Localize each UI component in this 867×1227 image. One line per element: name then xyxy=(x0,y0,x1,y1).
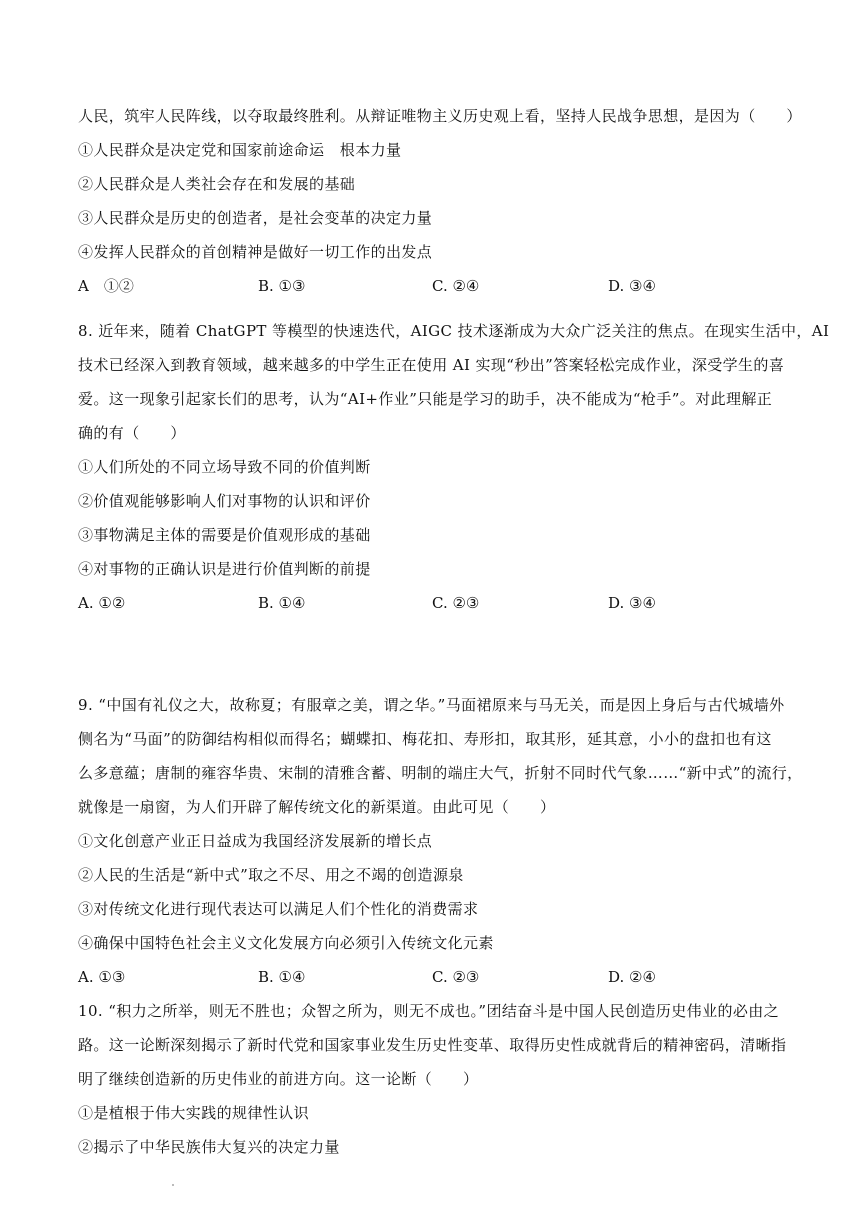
text-line: 么多意蕴；唐制的雍容华贵、宋制的清雅含蓄、明制的端庄大气，折射不同时代气象……“新中式”的流行， xyxy=(78,764,803,782)
answer-option: C. ②③ xyxy=(432,968,480,986)
answer-option: D. ③④ xyxy=(608,594,656,612)
text-line: 明了继续创造新的历史伟业的前进方向。这一论断（ ） xyxy=(78,1070,479,1088)
text-line: 就像是一扇窗，为人们开辟了解传统文化的新渠道。由此可见（ ） xyxy=(78,798,556,816)
text-line: ②人民的生活是“新中式”取之不尽、用之不竭的创造源泉 xyxy=(78,866,464,884)
text-line: ②揭示了中华民族伟大复兴的决定力量 xyxy=(78,1138,340,1156)
text-line: 路。这一论断深刻揭示了新时代党和国家事业发生历史性变革、取得历史性成就背后的精神密码，清晰指 xyxy=(78,1036,787,1054)
answer-option: A. ①② xyxy=(78,594,126,612)
text-line: ④对事物的正确认识是进行价值判断的前提 xyxy=(78,560,371,578)
text-line: 确的有（ ） xyxy=(78,424,186,442)
text-line: ①人们所处的不同立场导致不同的价值判断 xyxy=(78,458,371,476)
text-line: 8. 近年来，随着 ChatGPT 等模型的快速迭代，AIGC 技术逐渐成为大众广泛关注的焦点。在现实生活中，AI xyxy=(78,322,830,340)
text-line: ①文化创意产业正日益成为我国经济发展新的增长点 xyxy=(78,832,433,850)
text-line: 侧名为“马面”的防御结构相似而得名；蝴蝶扣、梅花扣、寿形扣，取其形，延其意，小小的盘扣也有这 xyxy=(78,730,772,748)
text-line: 人民，筑牢人民阵线，以夺取最终胜利。从辩证唯物主义历史观上看，坚持人民战争思想，是因为（ ） xyxy=(78,107,802,125)
scan-speck xyxy=(172,1184,174,1186)
text-line: ③人民群众是历史的创造者，是社会变革的决定力量 xyxy=(78,209,433,227)
answer-option: B. ①④ xyxy=(258,968,306,986)
text-line: 技术已经深入到教育领域，越来越多的中学生正在使用 AI 实现“秒出”答案轻松完成作业，深受学生的喜 xyxy=(78,356,785,374)
text-line: ②人民群众是人类社会存在和发展的基础 xyxy=(78,175,356,193)
text-line: ④发挥人民群众的首创精神是做好一切工作的出发点 xyxy=(78,243,433,261)
text-line: ③事物满足主体的需要是价值观形成的基础 xyxy=(78,526,371,544)
text-line: 爱。这一现象引起家长们的思考，认为“AI+作业”只能是学习的助手，决不能成为“枪手”。对此理解正 xyxy=(78,390,773,408)
text-line: 9. “中国有礼仪之大，故称夏；有服章之美，谓之华。”马面裙原来与马无关，而是因上身后与古代城墙外 xyxy=(78,696,785,714)
answer-option: C. ②④ xyxy=(432,277,480,295)
answer-option: D. ②④ xyxy=(608,968,656,986)
answer-option: C. ②③ xyxy=(432,594,480,612)
answer-option: B. ①③ xyxy=(258,277,306,295)
text-line: ①是植根于伟大实践的规律性认识 xyxy=(78,1104,310,1122)
text-line: ②价值观能够影响人们对事物的认识和评价 xyxy=(78,492,371,510)
answer-option: D. ③④ xyxy=(608,277,656,295)
text-line: ③对传统文化进行现代表达可以满足人们个性化的消费需求 xyxy=(78,900,479,918)
answer-option: B. ①④ xyxy=(258,594,306,612)
answer-option: A ①② xyxy=(78,277,134,295)
text-line: ①人民群众是决定党和国家前途命运 根本力量 xyxy=(78,141,402,159)
answer-option: A. ①③ xyxy=(78,968,126,986)
text-line: 10. “积力之所举，则无不胜也；众智之所为，则无不成也。”团结奋斗是中国人民创造历史伟业的必由之 xyxy=(78,1002,780,1020)
text-line: ④确保中国特色社会主义文化发展方向必须引入传统文化元素 xyxy=(78,934,494,952)
